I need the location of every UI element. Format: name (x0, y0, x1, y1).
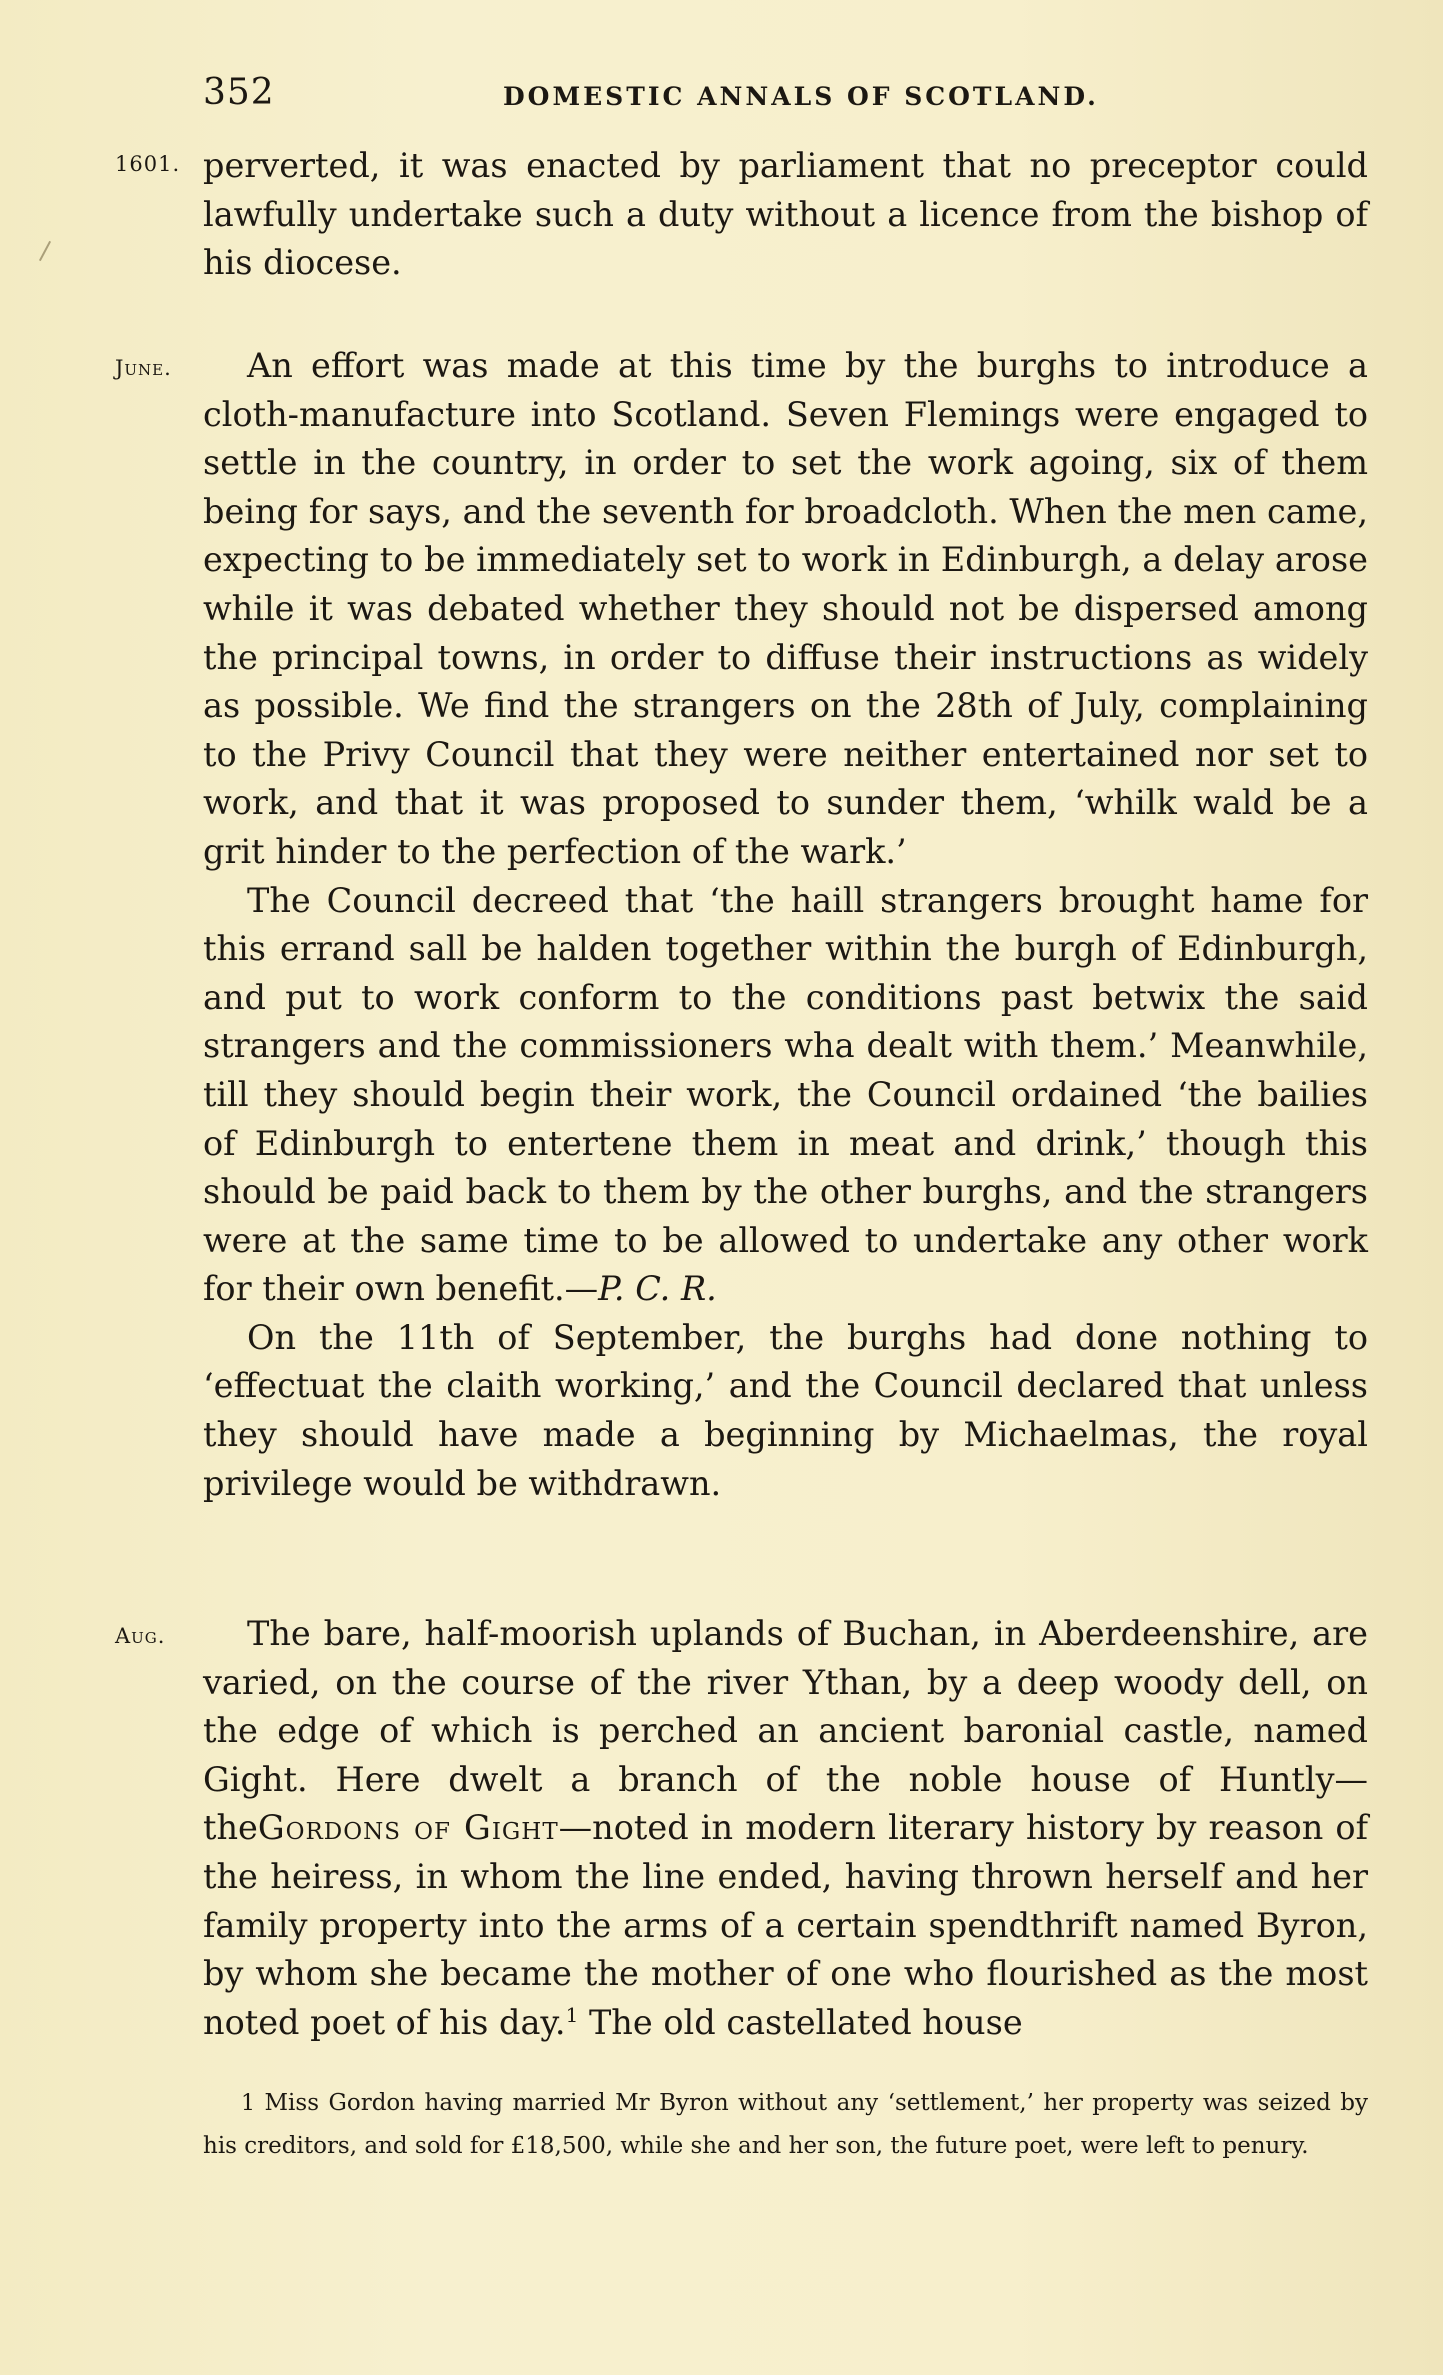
council-decree-text: The Council decreed that ‘the haill strangers brought hame for this errand sall be halden together within the burgh of Edinburgh, and put to work conform to the conditions past betwix the said strangers and the commissioners wha dealt with them.’ Meanwhile, till they should begin their work, the Council ordained ‘the bailies of Edinburgh to entertene them in meat and drink,’ though this should be paid back to them by the other burghs, and the strangers were at the same time to be allowed to undertake any other work for their own benefit.— (203, 880, 1368, 1309)
gight-text-part3: The old castellated house (578, 2002, 1023, 2042)
paragraph-cloth-manufacture: An effort was made at this time by the burghs to introduce a cloth-manufacture into Scotland. Seven Flemings were engaged to settle in the country, in order to set the work agoing, six of them being for says, and the seventh for broadcloth. When the men came, expecting to be immediately set to work in Edinburgh, a delay arose while it was debated whether they should not be dispersed among the principal towns, in order to diffuse their instructions as widely as possible. We find the strangers on the 28th of July, complaining to the Privy Council that they were neither entertained nor set to work, and that it was proposed to sunder them, ‘whilk wald be a grit hinder to the perfection of the wark.’ (203, 346, 1368, 871)
margin-note-year: 1601. (115, 152, 181, 176)
section-1601 (203, 142, 1368, 288)
margin-note-aug: Aug. (115, 1624, 166, 1648)
page-number: 352 (203, 72, 275, 113)
gordons-of-gight-smallcaps: Gordons of Gight (257, 1808, 559, 1848)
running-head: DOMESTIC ANNALS OF SCOTLAND. (503, 82, 1099, 111)
paragraph-council-decree (203, 877, 1368, 1314)
paragraph-preceptor: perverted, it was enacted by parliament that no preceptor could lawfully undertake such a duty without a licence from the bishop of his diocese. (203, 146, 1368, 283)
footnote-paragraph (203, 2082, 1368, 2167)
margin-note-june: June. (115, 356, 172, 380)
section-june (203, 342, 1368, 1508)
section-aug (203, 1610, 1368, 2047)
paragraph-september: On the 11th of September, the burghs had done nothing to ‘effectuat the claith working,’ and the Council declared that unless they should have made a beginning by Michaelmas, the royal privilege would be withdrawn. (203, 1317, 1368, 1503)
stray-pen-mark (39, 241, 51, 261)
gight-text-part2: —noted in modern literary history by reason of the heiress, in whom the line ended, having thrown herself and her family property into the arms of a certain spendthrift named Byron, by whom she became the mother of one who flourished as the most noted poet of his day. (203, 1808, 1368, 2042)
source-citation: P. C. R. (598, 1269, 717, 1309)
paragraph-gordons-of-gight (203, 1610, 1368, 2047)
gight-text-part1: The bare, half-moorish uplands of Buchan, in Aberdeenshire, are varied, on the course of the river Ythan, by a deep woody dell, on the edge of which is perched an ancient baronial castle, named Gight. Here dwelt a branch of the noble house of Huntly—the (203, 1614, 1368, 1848)
footnote-number: 1 (241, 2091, 255, 2116)
footnote-text: Miss Gordon having married Mr Byron without any ‘settlement,’ her property was seized by his creditors, and sold for £18,500, while she and her son, the future poet, were left to penury. (203, 2090, 1368, 2159)
footnote (203, 2082, 1368, 2167)
footnote-reference: 1 (565, 2002, 579, 2027)
page-header (203, 72, 1368, 132)
